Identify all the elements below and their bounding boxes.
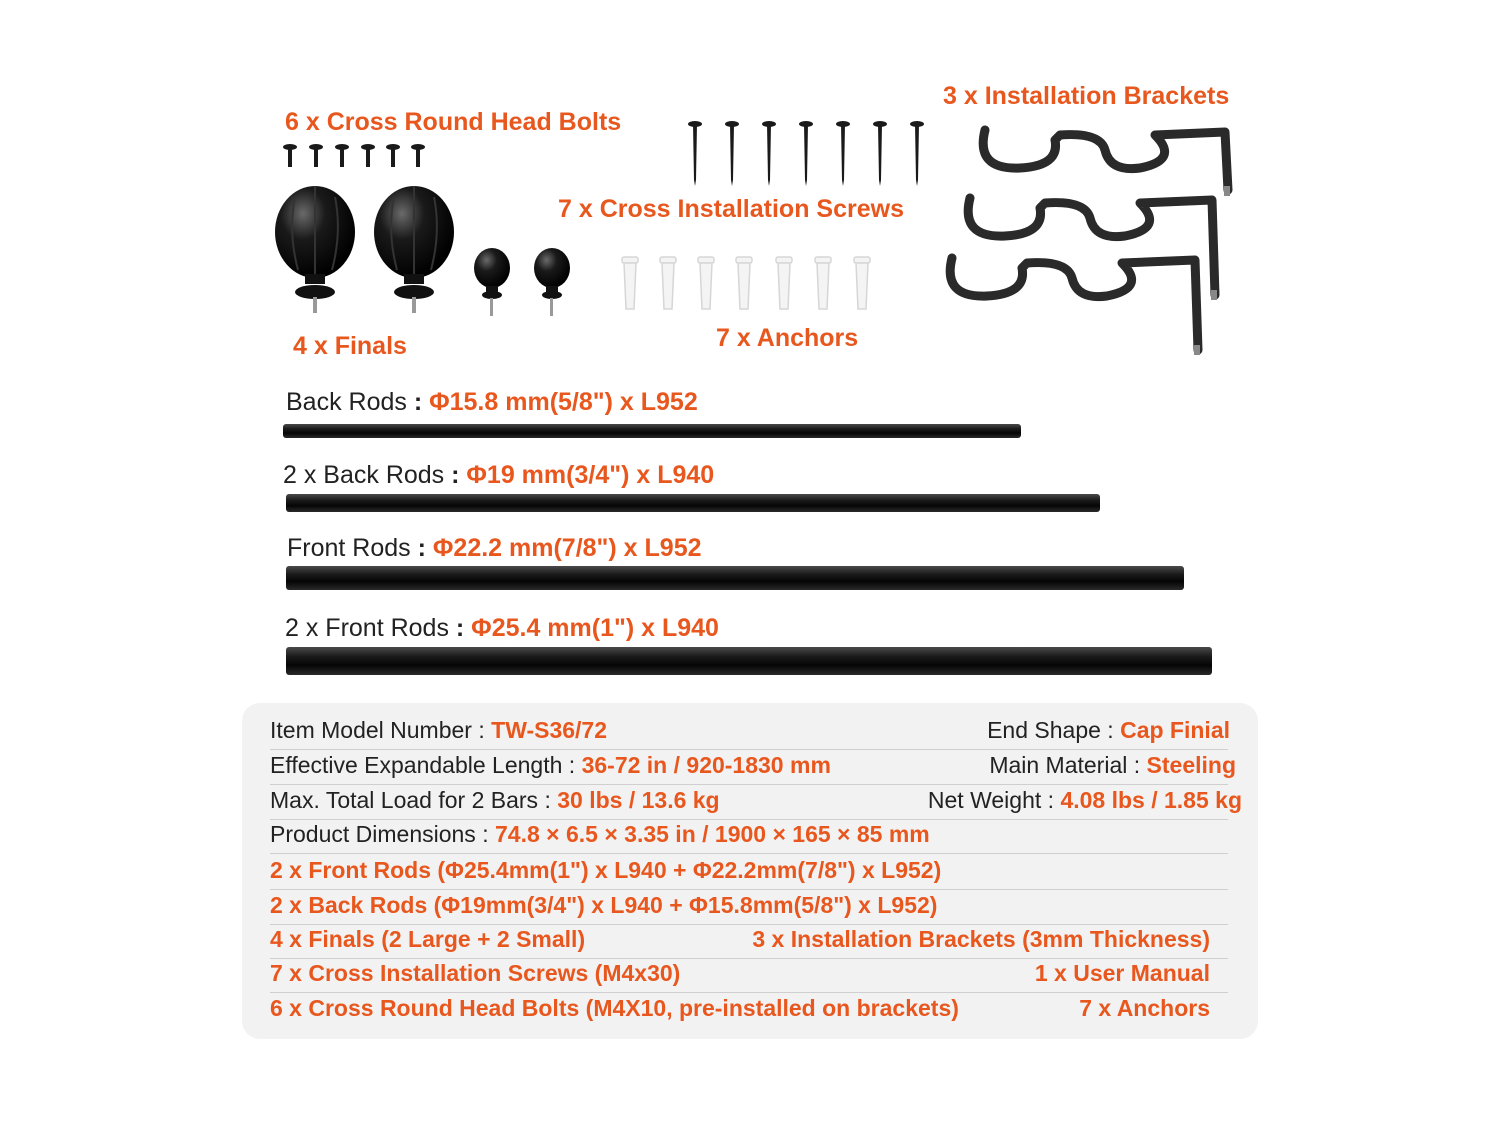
screw-icon: [725, 121, 739, 186]
bolts-label: 6 x Cross Round Head Bolts: [285, 108, 622, 136]
bolts-illustration: [280, 142, 430, 172]
large-finial-icon: [374, 186, 454, 313]
rod-1: [283, 424, 1021, 438]
large-finial-icon: [275, 186, 355, 313]
small-finial-icon: [474, 248, 510, 316]
screw-icon: [762, 121, 776, 186]
screw-icon: [873, 121, 887, 186]
spec-row-load: Max. Total Load for 2 Bars : 30 lbs / 13.6 kg Net Weight : 4.08 lbs / 1.85 kg: [270, 787, 1228, 820]
rod-label-4: 2 x Front Rods : Φ25.4 mm(1") x L940: [285, 614, 719, 642]
spec-row-back: 2 x Back Rods (Φ19mm(3/4") x L940 + Φ15.8mm(5/8") x L952): [270, 892, 1228, 925]
screws-label: 7 x Cross Installation Screws: [558, 195, 904, 223]
bolt-icon: [386, 144, 400, 167]
bolt-icon: [361, 144, 375, 167]
bracket-icon: [983, 130, 1228, 190]
bolt-icon: [283, 144, 297, 167]
bolt-icon: [411, 144, 425, 167]
anchor-icon: [698, 257, 714, 309]
anchors-label: 7 x Anchors: [716, 324, 859, 352]
anchors-illustration: [616, 255, 876, 315]
brackets-illustration: [940, 120, 1240, 365]
spec-row-length: Effective Expandable Length : 36-72 in / 920-1830 mm Main Material : Steeling: [270, 752, 1228, 785]
spec-row-finials: 4 x Finals (2 Large + 2 Small) 3 x Installation Brackets (3mm Thickness): [270, 926, 1228, 959]
finials-label: 4 x Finals: [293, 332, 407, 360]
anchor-icon: [776, 257, 792, 309]
anchor-icon: [736, 257, 752, 309]
screw-icon: [688, 121, 702, 186]
rod-label-2: 2 x Back Rods : Φ19 mm(3/4") x L940: [283, 461, 715, 489]
bolt-icon: [309, 144, 323, 167]
anchor-icon: [660, 257, 676, 309]
screw-icon: [910, 121, 924, 186]
spec-row-bolts: 6 x Cross Round Head Bolts (M4X10, pre-installed on brackets) 7 x Anchors: [270, 995, 1210, 1021]
small-finial-icon: [534, 248, 570, 316]
screw-icon: [799, 121, 813, 186]
bracket-icon: [968, 198, 1215, 295]
finials-illustration: [270, 182, 580, 322]
rod-label-3: Front Rods : Φ22.2 mm(7/8") x L952: [287, 534, 702, 562]
spec-row-front: 2 x Front Rods (Φ25.4mm(1") x L940 + Φ22.2mm(7/8") x L952): [270, 857, 1228, 890]
spec-panel: [242, 703, 1258, 1039]
screws-illustration: [684, 120, 934, 190]
rod-4: [286, 647, 1212, 675]
brackets-label: 3 x Installation Brackets: [943, 82, 1230, 110]
spec-row-model: Item Model Number : TW-S36/72 End Shape : Cap Finial: [270, 717, 1228, 750]
anchor-icon: [622, 257, 638, 309]
spec-row-dims: Product Dimensions : 74.8 × 6.5 × 3.35 in / 1900 × 165 × 85 mm: [270, 821, 1228, 854]
rod-3: [286, 566, 1184, 590]
spec-row-screws: 7 x Cross Installation Screws (M4x30) 1 x User Manual: [270, 960, 1228, 993]
rod-2: [286, 494, 1100, 512]
bracket-icon: [950, 258, 1198, 350]
anchor-icon: [815, 257, 831, 309]
screw-icon: [836, 121, 850, 186]
bolt-icon: [335, 144, 349, 167]
anchor-icon: [854, 257, 870, 309]
rod-label-1: Back Rods : Φ15.8 mm(5/8") x L952: [286, 388, 698, 416]
